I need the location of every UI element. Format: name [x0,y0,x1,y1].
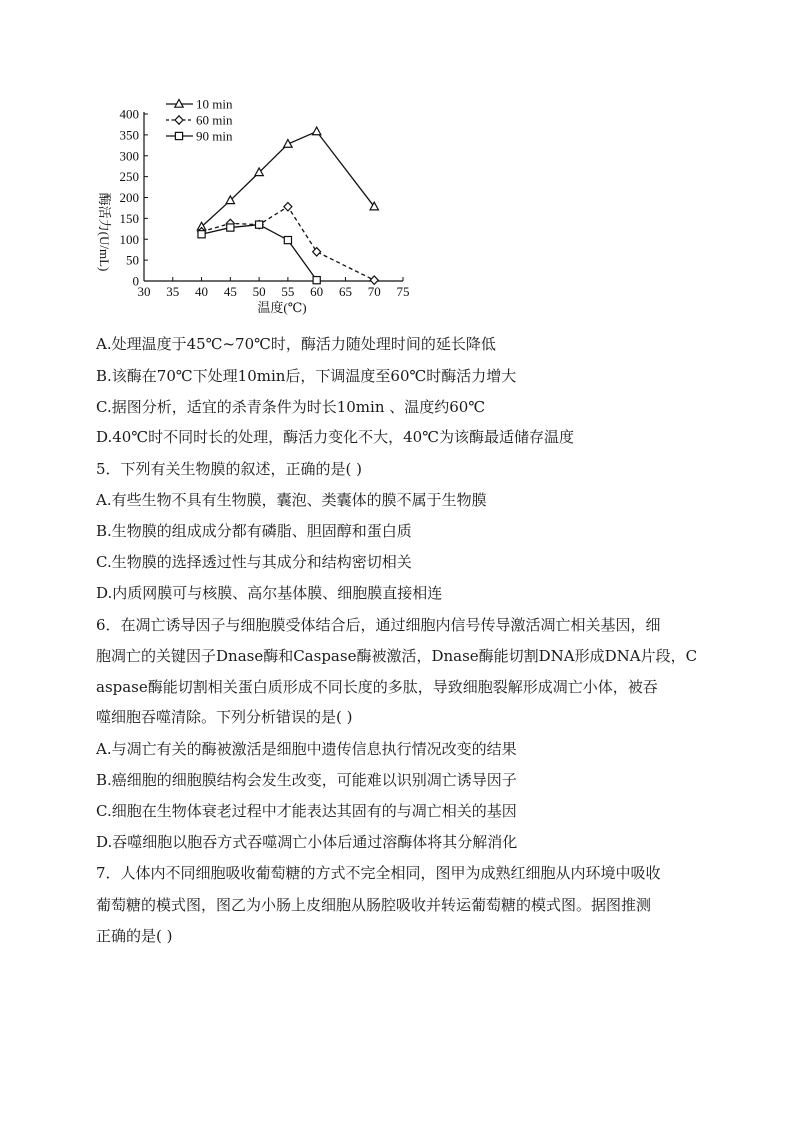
q6-stem-line: aspase酶能切割相关蛋白质形成不同长度的多肽，导致细胞裂解形成凋亡小体，被吞 [96,678,658,696]
q4-option-c: C.据图分析，适宜的杀青条件为时长10min 、温度约60℃ [96,398,486,416]
chart-legend [166,97,233,144]
x-tick-label: 75 [396,284,410,299]
x-tick-label: 45 [223,284,237,299]
q6-stem-line: 6．在凋亡诱导因子与细胞膜受体结合后，通过细胞内信号传导激活凋亡相关基因，细 [96,616,661,634]
y-tick-label: 0 [132,273,139,289]
q6-option-d: D.吞噬细胞以胞吞方式吞噬凋亡小体后通过溶酶体将其分解消化 [96,833,518,851]
x-tick-label: 60 [310,284,324,299]
x-axis-label: 温度(℃) [257,300,307,315]
data-point-diamond [313,248,321,256]
series-line [202,225,317,281]
x-tick-label: 65 [338,284,352,299]
q6-option-a: A.与凋亡有关的酶被激活是细胞中遗传信息执行情况改变的结果 [96,740,517,758]
y-tick-label: 250 [119,169,139,185]
y-tick-label: 300 [119,148,139,164]
enzyme-activity-chart [90,95,420,320]
x-tick-labels [138,277,410,299]
data-point-square [198,231,205,238]
q6-stem-line: 噬细胞吞噬清除。下列分析错误的是( ) [96,708,353,726]
q6-stem-line: 胞凋亡的关键因子Dnase酶和Caspase酶被激活，Dnase酶能切割DNA形成DNA片段，C [96,647,698,665]
y-tick-label: 350 [119,127,139,143]
q5-option-c: C.生物膜的选择透过性与其成分和结构密切相关 [96,553,412,571]
y-tick-label: 100 [119,231,139,247]
x-tick-label: 70 [367,284,381,299]
q6-option-c: C.细胞在生物体衰老过程中才能表达其固有的与凋亡相关的基因 [96,802,517,820]
q7-stem-line: 正确的是( ) [96,927,173,945]
q5-option-b: B.生物膜的组成成分都有磷脂、胆固醇和蛋白质 [96,522,412,540]
legend-label: 60 min [196,112,233,128]
legend-label: 90 min [196,128,233,144]
x-tick-label: 35 [166,284,180,299]
q6-option-b: B.癌细胞的细胞膜结构会发生改变，可能难以识别凋亡诱导因子 [96,771,517,789]
x-tick-label: 40 [195,284,209,299]
q4-option-b: B.该酶在70℃下处理10min后，下调温度至60℃时酶活力增大 [96,367,517,385]
q5-option-a: A.有些生物不具有生物膜，囊泡、类囊体的膜不属于生物膜 [96,491,487,509]
y-tick-label: 400 [119,106,139,122]
chart-series [197,127,378,284]
x-tick-label: 50 [252,284,266,299]
y-tick-label: 150 [119,210,139,226]
data-point-diamond [284,202,292,210]
data-point-square [284,236,291,243]
q7-stem-line: 葡萄糖的模式图，图乙为小肠上皮细胞从肠腔吸收并转运葡萄糖的模式图。据图推测 [96,896,652,914]
legend-label: 10 min [196,96,233,112]
q7-stem-line: 7．人体内不同细胞吸收葡萄糖的方式不完全相同，图甲为成熟红细胞从内环境中吸收 [96,864,661,882]
y-tick-label: 50 [126,252,139,268]
q4-option-a: A.处理温度于45℃~70℃时，酶活力随处理时间的延长降低 [96,335,496,353]
data-point-square [256,221,263,228]
y-tick-label: 200 [119,190,139,205]
legend-marker-triangle [175,100,183,108]
x-tick-label: 30 [137,284,151,299]
q4-option-d: D.40℃时不同时长的处理，酶活力变化不大，40℃为该酶最适储存温度 [96,428,574,446]
data-point-square [313,277,320,284]
q5-option-d: D.内质网膜可与核膜、高尔基体膜、细胞膜直接相连 [96,584,443,602]
x-tick-label: 55 [281,284,295,299]
legend-marker-square [175,132,182,139]
y-axis-label: 酶活力(U/mL) [97,192,112,272]
series-square [198,221,320,284]
data-point-square [227,224,234,231]
q5-stem: 5．下列有关生物膜的叙述，正确的是( ) [96,460,363,478]
data-point-triangle [312,127,320,135]
legend-marker-diamond [175,116,183,124]
